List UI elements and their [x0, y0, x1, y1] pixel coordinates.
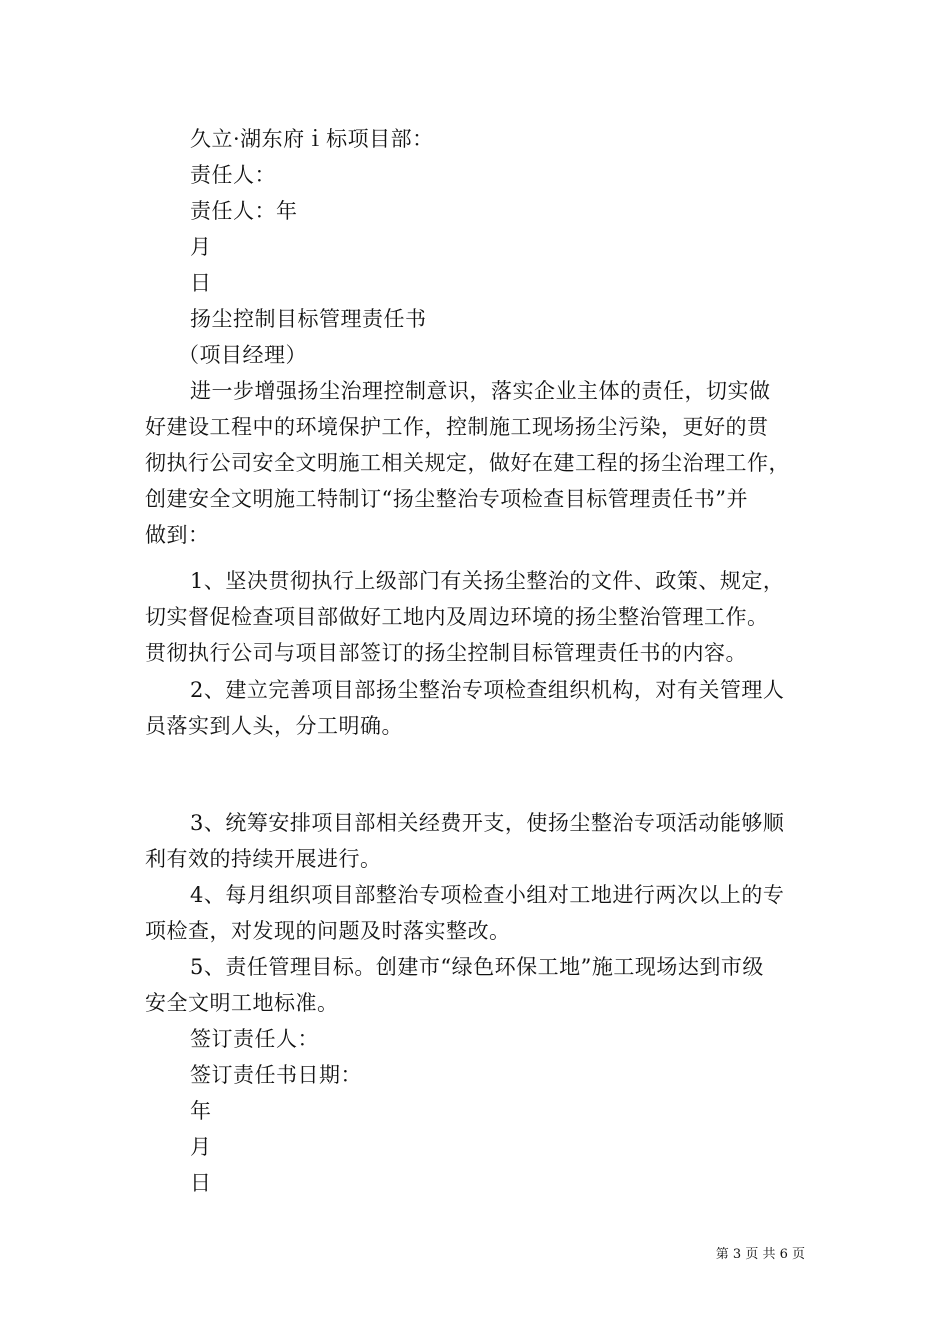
page-indicator: 第 3 页 共 6 页	[715, 1247, 805, 1262]
intro-line: 进一步增强扬尘治理控制意识，落实企业主体的责任，切实做	[190, 379, 771, 403]
sign-date-label: 签订责任书日期：	[190, 1063, 362, 1087]
item-3-line: 利有效的持续开展进行。	[145, 847, 382, 871]
day-label-1: 日	[190, 271, 212, 295]
item-5-line: 5、责任管理目标。创建市“绿色环保工地”施工现场达到市级	[190, 955, 764, 979]
responsible-label-2: 责任人：年	[190, 199, 298, 223]
month-label-2: 月	[190, 1135, 212, 1159]
item-3-line: 3、统筹安排项目部相关经费开支，使扬尘整治专项活动能够顺	[190, 811, 785, 835]
intro-line: 好建设工程中的环境保护工作，控制施工现场扬尘污染，更好的贯	[145, 415, 769, 439]
responsible-label-1: 责任人：	[190, 163, 276, 187]
item-2-line: 员落实到人头，分工明确。	[145, 714, 403, 738]
item-2-line: 2、建立完善项目部扬尘整治专项检查组织机构，对有关管理人	[190, 678, 785, 702]
month-label-1: 月	[190, 235, 212, 259]
sign-person-label: 签订责任人：	[190, 1027, 319, 1051]
year-label-2: 年	[190, 1099, 212, 1123]
day-label-2: 日	[190, 1171, 212, 1195]
item-1-line: 切实督促检查项目部做好工地内及周边环境的扬尘整治管理工作。	[145, 605, 769, 629]
item-5-line: 安全文明工地标准。	[145, 991, 339, 1015]
document-title: 扬尘控制目标管理责任书	[190, 307, 427, 331]
document-subtitle: （项目经理）	[178, 343, 307, 367]
header-line: 久立·湖东府ｉ标项目部：	[190, 127, 434, 151]
intro-line: 创建安全文明施工特制订“扬尘整治专项检查目标管理责任书”并	[145, 487, 748, 511]
intro-line: 做到：	[145, 523, 210, 547]
item-1-line: 1、坚决贯彻执行上级部门有关扬尘整治的文件、政策、规定，	[190, 569, 785, 593]
item-4-line: 项检查，对发现的问题及时落实整改。	[145, 919, 511, 943]
item-1-line: 贯彻执行公司与项目部签订的扬尘控制目标管理责任书的内容。	[145, 641, 747, 665]
intro-line: 彻执行公司安全文明施工相关规定，做好在建工程的扬尘治理工作，	[145, 451, 790, 475]
item-4-line: 4、每月组织项目部整治专项检查小组对工地进行两次以上的专	[190, 883, 785, 907]
